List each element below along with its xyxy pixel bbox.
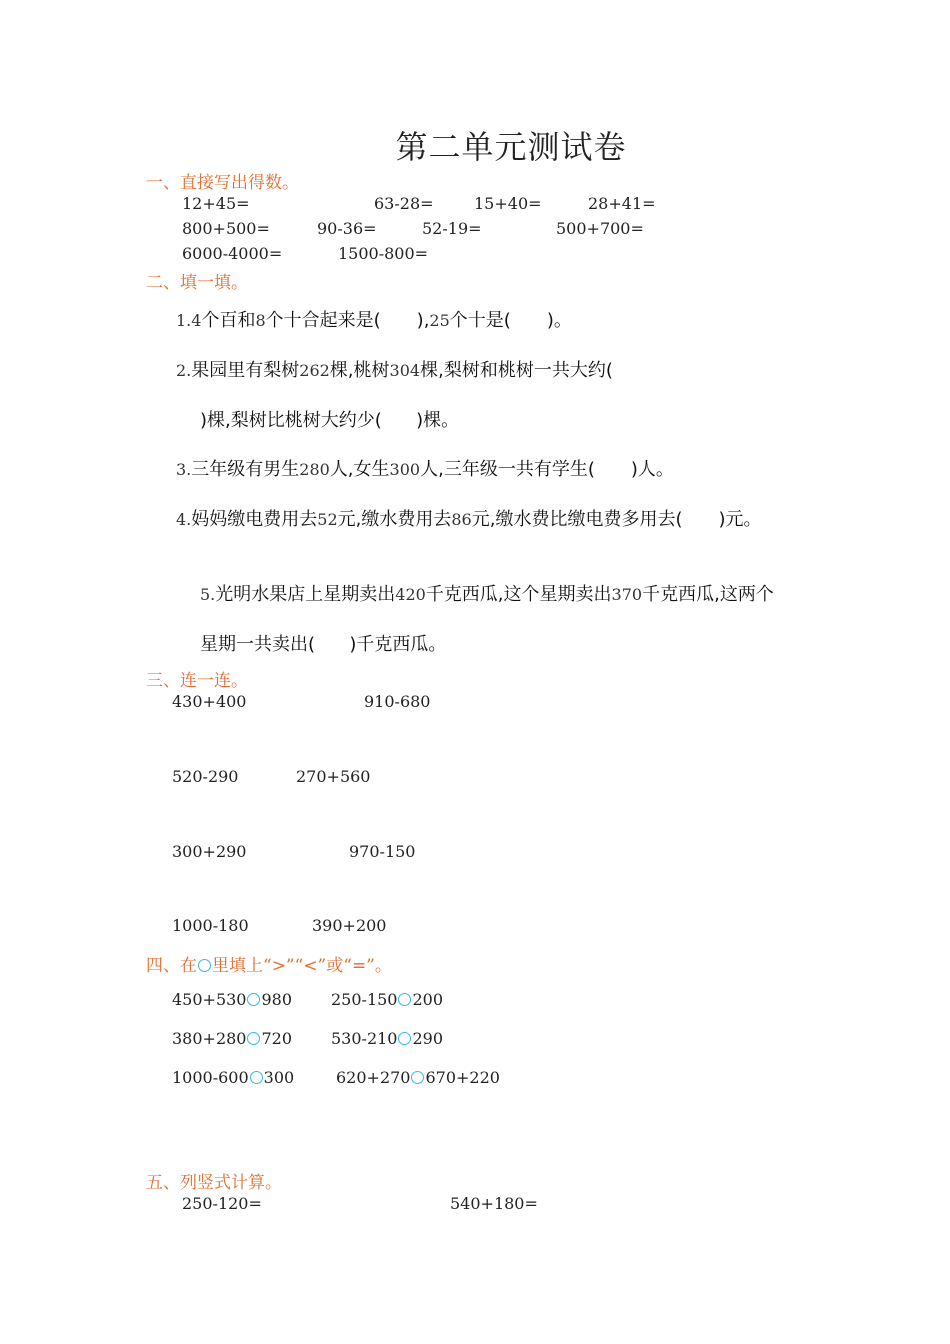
direct-item: 15+40=: [474, 194, 542, 213]
vertical-calc-item: 540+180=: [450, 1194, 538, 1213]
connect-left-item: 430+400: [172, 692, 247, 711]
compare-item: 380+280 720: [172, 1029, 293, 1048]
fill-question-5-line-2: 星期一共卖出( )千克西瓜。: [200, 634, 447, 655]
direct-item: 90-36=: [317, 219, 377, 238]
direct-item: 63-28=: [374, 194, 434, 213]
connect-right-item: 910-680: [364, 692, 431, 711]
connect-right-item: 270+560: [296, 767, 371, 786]
compare-item: 620+270 670+220: [336, 1068, 500, 1087]
direct-item: 52-19=: [422, 219, 482, 238]
compare-item: 530-210 290: [331, 1029, 444, 1048]
fill-question-2-line-1: 2.果园里有梨树262棵,桃树304棵,梨树和桃树一共大约(: [176, 360, 613, 381]
connect-left-item: 300+290: [172, 842, 247, 861]
section-3-heading: 三、连一连。: [146, 671, 248, 691]
circle-icon: [198, 959, 211, 972]
compare-circle-icon[interactable]: [247, 1032, 260, 1045]
section-1-heading: 一、直接写出得数。: [146, 173, 299, 193]
fill-question-2-line-2: )棵,梨树比桃树大约少( )棵。: [200, 410, 460, 431]
direct-item: 500+700=: [556, 219, 644, 238]
fill-question-1: 1.4个百和8个十合起来是( ),25个十是( )。: [176, 310, 572, 331]
fill-question-4: 4.妈妈缴电费用去52元,缴水费用去86元,缴水费比缴电费多用去( )元。: [176, 509, 762, 530]
section-5-heading: 五、列竖式计算。: [146, 1173, 282, 1193]
compare-circle-icon[interactable]: [398, 993, 411, 1006]
fill-question-3: 3.三年级有男生280人,女生300人,三年级一共有学生( )人。: [176, 459, 674, 480]
section-4-heading: 四、在 里填上“>”“<”或“=”。: [146, 956, 392, 976]
section-2-heading: 二、填一填。: [146, 273, 248, 293]
compare-circle-icon[interactable]: [250, 1071, 263, 1084]
connect-left-item: 1000-180: [172, 916, 249, 935]
compare-circle-icon[interactable]: [398, 1032, 411, 1045]
fill-question-5-line-1: 5.光明水果店上星期卖出420千克西瓜,这个星期卖出370千克西瓜,这两个: [200, 584, 774, 605]
direct-item: 28+41=: [588, 194, 656, 213]
direct-item: 6000-4000=: [182, 244, 283, 263]
connect-right-item: 390+200: [312, 916, 387, 935]
connect-right-item: 970-150: [349, 842, 416, 861]
compare-item: 250-150 200: [331, 990, 444, 1009]
connect-left-item: 520-290: [172, 767, 239, 786]
page-title: 第二单元测试卷: [395, 128, 627, 166]
direct-item: 12+45=: [182, 194, 250, 213]
compare-item: 1000-600 300: [172, 1068, 295, 1087]
vertical-calc-item: 250-120=: [182, 1194, 262, 1213]
compare-circle-icon[interactable]: [411, 1071, 424, 1084]
direct-item: 800+500=: [182, 219, 270, 238]
compare-circle-icon[interactable]: [247, 993, 260, 1006]
compare-item: 450+530 980: [172, 990, 293, 1009]
direct-item: 1500-800=: [338, 244, 429, 263]
